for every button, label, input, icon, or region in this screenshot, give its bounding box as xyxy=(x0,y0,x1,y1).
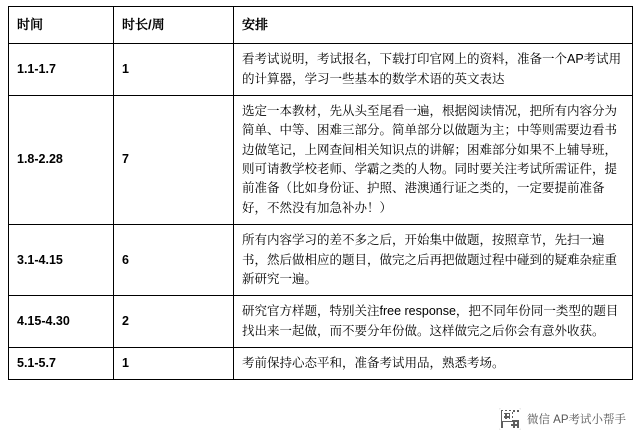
table-row xyxy=(9,44,633,96)
qr-code-icon xyxy=(499,408,521,430)
cell-period: 4.15-4.30 xyxy=(9,296,114,348)
cell-weeks: 2 xyxy=(114,296,234,348)
cell-plan: 选定一本教材，先从头至尾看一遍，根据阅读情况，把所有内容分为简单、中等、困难三部分。简单部分以做题为主；中等则需要边看书边做笔记，上网查间相关知识点的讲解；困难部分如果不上辅导班，则可请教学校老师、学霸之类的人物。同时要关注考试所需证件，提前准备（比如身份证、护照、港澳通行证之类的，一定要提前准备好，不然没有加急补办！） xyxy=(234,95,633,224)
cell-period: 1.8-2.28 xyxy=(9,95,114,224)
cell-weeks: 1 xyxy=(114,348,234,380)
footer-watermark xyxy=(499,408,626,430)
cell-weeks: 7 xyxy=(114,95,234,224)
cell-period: 5.1-5.7 xyxy=(9,348,114,380)
table-row xyxy=(9,296,633,348)
cell-period: 1.1-1.7 xyxy=(9,44,114,96)
table-row xyxy=(9,348,633,380)
cell-plan: 所有内容学习的差不多之后，开始集中做题，按照章节，先扫一遍书，然后做相应的题目，做完之后再把做题过程中碰到的疑难杂症重新研究一遍。 xyxy=(234,225,633,296)
column-header-plan: 安排 xyxy=(234,7,633,44)
table-row xyxy=(9,95,633,224)
cell-period: 3.1-4.15 xyxy=(9,225,114,296)
cell-plan: 考前保持心态平和，准备考试用品，熟悉考场。 xyxy=(234,348,633,380)
cell-weeks: 1 xyxy=(114,44,234,96)
cell-plan: 看考试说明，考试报名，下载打印官网上的资料，准备一个AP考试用的计算器，学习一些基本的数学术语的英文表达 xyxy=(234,44,633,96)
table-header-row xyxy=(9,7,633,44)
column-header-period: 时间 xyxy=(9,7,114,44)
study-schedule-table xyxy=(8,6,633,380)
column-header-weeks: 时长/周 xyxy=(114,7,234,44)
footer-account-label: 微信 AP考试小帮手 xyxy=(526,414,626,426)
cell-weeks: 6 xyxy=(114,225,234,296)
table-row xyxy=(9,225,633,296)
cell-plan: 研究官方样题，特别关注free response，把不同年份同一类型的题目找出来一起做，而不要分年份做。这样做完之后你会有意外收获。 xyxy=(234,296,633,348)
